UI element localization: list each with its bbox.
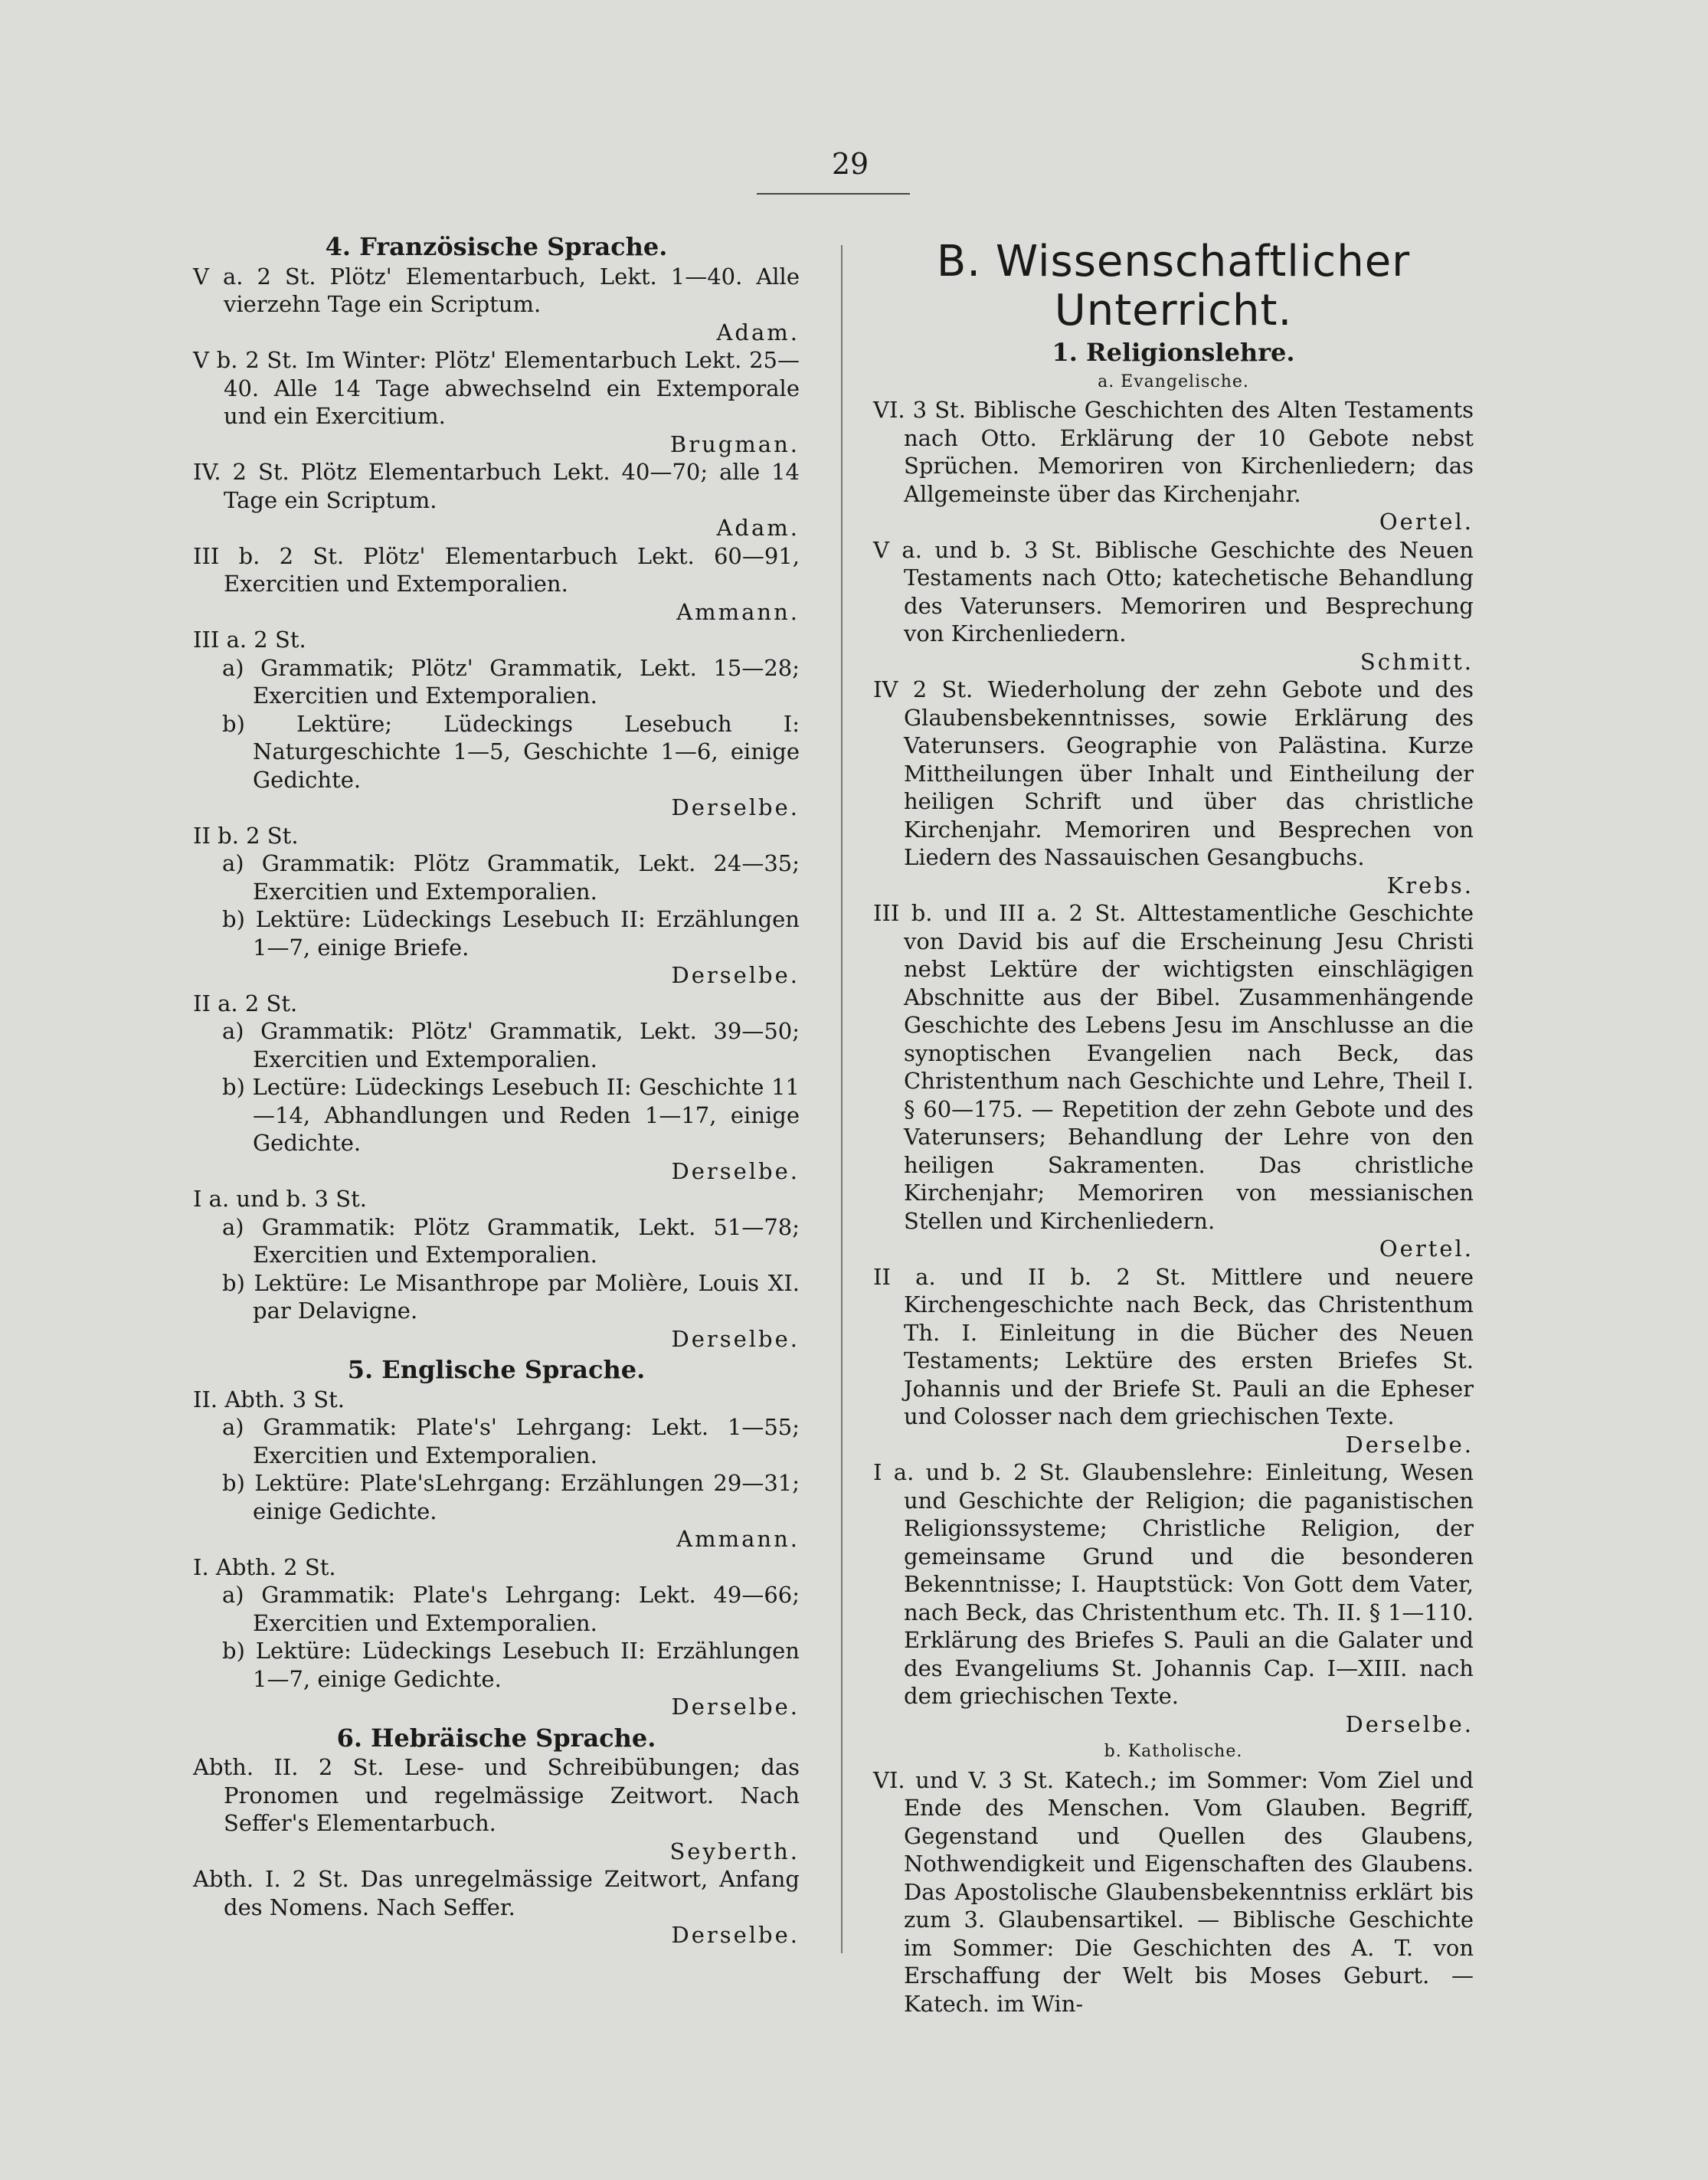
subsection-catholic: b. Katholische. <box>1104 1742 1243 1761</box>
religion-entry-iii: III b. und III a. 2 St. Alttestamentliche Geschichte von David bis auf die Erscheinung Jesu Christi nebst Lektüre der wichtigsten einschlägigen Abschnitte aus der Bibel. Zusammenhängende Geschichte des Lebens Jesu im Anschlusse an die synoptischen Evangelien nach Beck, das Christenthum nach Geschichte und Lehre, Theil I. § 60—175. — Repetition der zehn Gebote und des Vaterunsers; Behandlung der Lehre von den heiligen Sakramenten. Das christliche Kirchenjahr; Memoriren von messianischen Stellen und Kirchenliedern. <box>873 900 1474 1234</box>
english-i-grammar: a) Grammatik: Plate's Lehrgang: Lekt. 49—66; Exercitien und Extemporalien. <box>222 1582 800 1636</box>
english-entry-ii: II. Abth. 3 St. <box>193 1386 345 1412</box>
hebrew-entry-ii: Abth. II. 2 St. Lese- und Schreibübungen; das Pronomen und regelmässige Zeitwort. Nach Seffer's Elementarbuch. <box>193 1754 800 1836</box>
teacher-name: Adam. <box>716 319 800 345</box>
religion-entry-iv: IV 2 St. Wiederholung der zehn Gebote und des Glaubensbekenntnisses, sowie Erklärung des Vaterunsers. Geographie von Palästina. Kurze Mittheilungen über Inhalt und Eintheilung der heiligen Schrift und über das christliche Kirchenjahr. Memoriren und Besprechen von Liedern des Nassauischen Gesangbuchs. <box>873 676 1474 870</box>
teacher-name: Ammann. <box>676 598 800 625</box>
french-entry-i: I a. und b. 3 St. <box>193 1186 367 1212</box>
teacher-name: Derselbe. <box>671 794 800 820</box>
french-iia-grammar: a) Grammatik: Plötz' Grammatik, Lekt. 39—50; Exercitien und Extemporalien. <box>222 1018 800 1072</box>
french-entry-iv: IV. 2 St. Plötz Elementarbuch Lekt. 40—70; alle 14 Tage ein Scriptum. <box>193 459 800 513</box>
english-i-reading: b) Lektüre: Lüdeckings Lesebuch II: Erzählungen 1—7, einige Gedichte. <box>222 1638 800 1692</box>
major-section-title: B. Wissenschaftlicher Unterricht. <box>936 237 1411 336</box>
french-entry-va: V a. 2 St. Plötz' Elementarbuch, Lekt. 1—40. Alle vierzehn Tage ein Scriptum. <box>193 263 800 317</box>
teacher-name: Adam. <box>716 515 800 541</box>
teacher-name: Derselbe. <box>1345 1710 1474 1737</box>
right-column <box>873 230 1474 2018</box>
teacher-name: Derselbe. <box>671 1922 800 1948</box>
page-number: 29 <box>831 147 869 181</box>
section-religion-title: 1. Religionslehre. <box>1052 338 1295 367</box>
english-ii-reading: b) Lektüre: Plate'sLehrgang: Erzählungen 29—31; einige Gedichte. <box>222 1470 800 1524</box>
section-english-title: 5. Englische Sprache. <box>347 1355 646 1384</box>
religion-entry-ii: II a. und II b. 2 St. Mittlere und neuere Kirchengeschichte nach Beck, das Christenthum Th. I. Einleitung in die Bücher des Neuen Testaments; Lektüre des ersten Briefes St. Johannis und der Briefe St. Pauli an die Epheser und Colosser nach dem griechischen Texte. <box>873 1263 1474 1429</box>
section-hebrew-title: 6. Hebräische Sprache. <box>336 1723 656 1753</box>
french-iib-grammar: a) Grammatik: Plötz Grammatik, Lekt. 24—35; Exercitien und Extemporalien. <box>222 850 800 905</box>
english-ii-grammar: a) Grammatik: Plate's' Lehrgang: Lekt. 1—55; Exercitien und Extemporalien. <box>222 1414 800 1468</box>
religion-entry-vi: VI. 3 St. Biblische Geschichten des Alten Testaments nach Otto. Erklärung der 10 Gebote nebst Sprüchen. Memoriren von Kirchenliedern; das Allgemeinste über das Kirchenjahr. <box>873 397 1474 507</box>
french-entry-iiia: III a. 2 St. <box>193 627 306 653</box>
page-number-rule <box>757 193 910 195</box>
french-iiia-reading: b) Lektüre; Lüdeckings Lesebuch I: Naturgeschichte 1—5, Geschichte 1—6, einige Gedichte. <box>222 710 800 793</box>
french-iiia-grammar: a) Grammatik; Plötz' Grammatik, Lekt. 15—28; Exercitien und Extemporalien. <box>222 654 800 709</box>
teacher-name: Schmitt. <box>1360 648 1474 675</box>
catholic-entry-vi-v: VI. und V. 3 St. Katech.; im Sommer: Vom Ziel und Ende des Menschen. Vom Glauben. Begriff, Gegenstand und Quellen des Glaubens, Nothwendigkeit und Eigenschaften des Glaubens. Das Apostolische Glaubensbekenntniss erklärt bis zum 3. Glaubensartikel. — Biblische Geschichte im Sommer: Die Geschichten des A. T. von Erschaffung der Welt bis Moses Geburt. — Katech. im Win- <box>873 1766 1474 2017</box>
subsection-evangelical: a. Evangelische. <box>1098 372 1249 391</box>
french-entry-iiib: III b. 2 St. Plötz' Elementarbuch Lekt. 60—91, Exercitien und Extemporalien. <box>193 542 800 597</box>
teacher-name: Oertel. <box>1379 1236 1474 1262</box>
teacher-name: Derselbe. <box>671 1325 800 1352</box>
french-iia-reading: b) Lectüre: Lüdeckings Lesebuch II: Geschichte 11—14, Abhandlungen und Reden 1—17, einige Gedichte. <box>222 1074 800 1156</box>
teacher-name: Seyberth. <box>669 1838 800 1864</box>
french-iib-reading: b) Lektüre: Lüdeckings Lesebuch II: Erzählungen 1—7, einige Briefe. <box>222 906 800 961</box>
teacher-name: Oertel. <box>1379 509 1474 535</box>
french-i-grammar: a) Grammatik: Plötz Grammatik, Lekt. 51—78; Exercitien und Extemporalien. <box>222 1213 800 1268</box>
religion-entry-i: I a. und b. 2 St. Glaubenslehre: Einleitung, Wesen und Geschichte der Religion; die paganistischen Religionssysteme; Christliche Religion, der gemeinsame Grund und die besonderen Bekenntnisse; I. Hauptstück: Von Gott dem Vater, nach Beck, das Christenthum etc. Th. II. § 1—110. Erklärung des Briefes S. Pauli an die Galater und des Evangeliums St. Johannis Cap. I—XIII. nach dem griechischen Texte. <box>873 1459 1474 1709</box>
french-entry-vb: V b. 2 St. Im Winter: Plötz' Elementarbuch Lekt. 25—40. Alle 14 Tage abwechselnd ein Extemporale und ein Exercitium. <box>193 347 800 429</box>
english-entry-i: I. Abth. 2 St. <box>193 1553 336 1580</box>
french-entry-iib: II b. 2 St. <box>193 822 299 849</box>
religion-entry-v: V a. und b. 3 St. Biblische Geschichte des Neuen Testaments nach Otto; katechetische Behandlung des Vaterunsers. Memoriren und Besprechung von Kirchenliedern. <box>873 536 1474 646</box>
french-i-reading: b) Lektüre: Le Misanthrope par Molière, Louis XI. par Delavigne. <box>222 1269 800 1324</box>
hebrew-entry-i: Abth. I. 2 St. Das unregelmässige Zeitwort, Anfang des Nomens. Nach Seffer. <box>193 1866 800 1920</box>
teacher-name: Derselbe. <box>1345 1431 1474 1458</box>
teacher-name: Ammann. <box>676 1526 800 1552</box>
teacher-name: Derselbe. <box>671 1157 800 1184</box>
teacher-name: Krebs. <box>1386 872 1474 899</box>
column-divider <box>841 245 843 1953</box>
french-entry-iia: II a. 2 St. <box>193 990 298 1016</box>
section-french-title: 4. Französische Sprache. <box>325 232 668 261</box>
teacher-name: Brugman. <box>669 430 800 457</box>
teacher-name: Derselbe. <box>671 962 800 988</box>
left-column <box>193 230 800 1949</box>
teacher-name: Derselbe. <box>671 1694 800 1720</box>
